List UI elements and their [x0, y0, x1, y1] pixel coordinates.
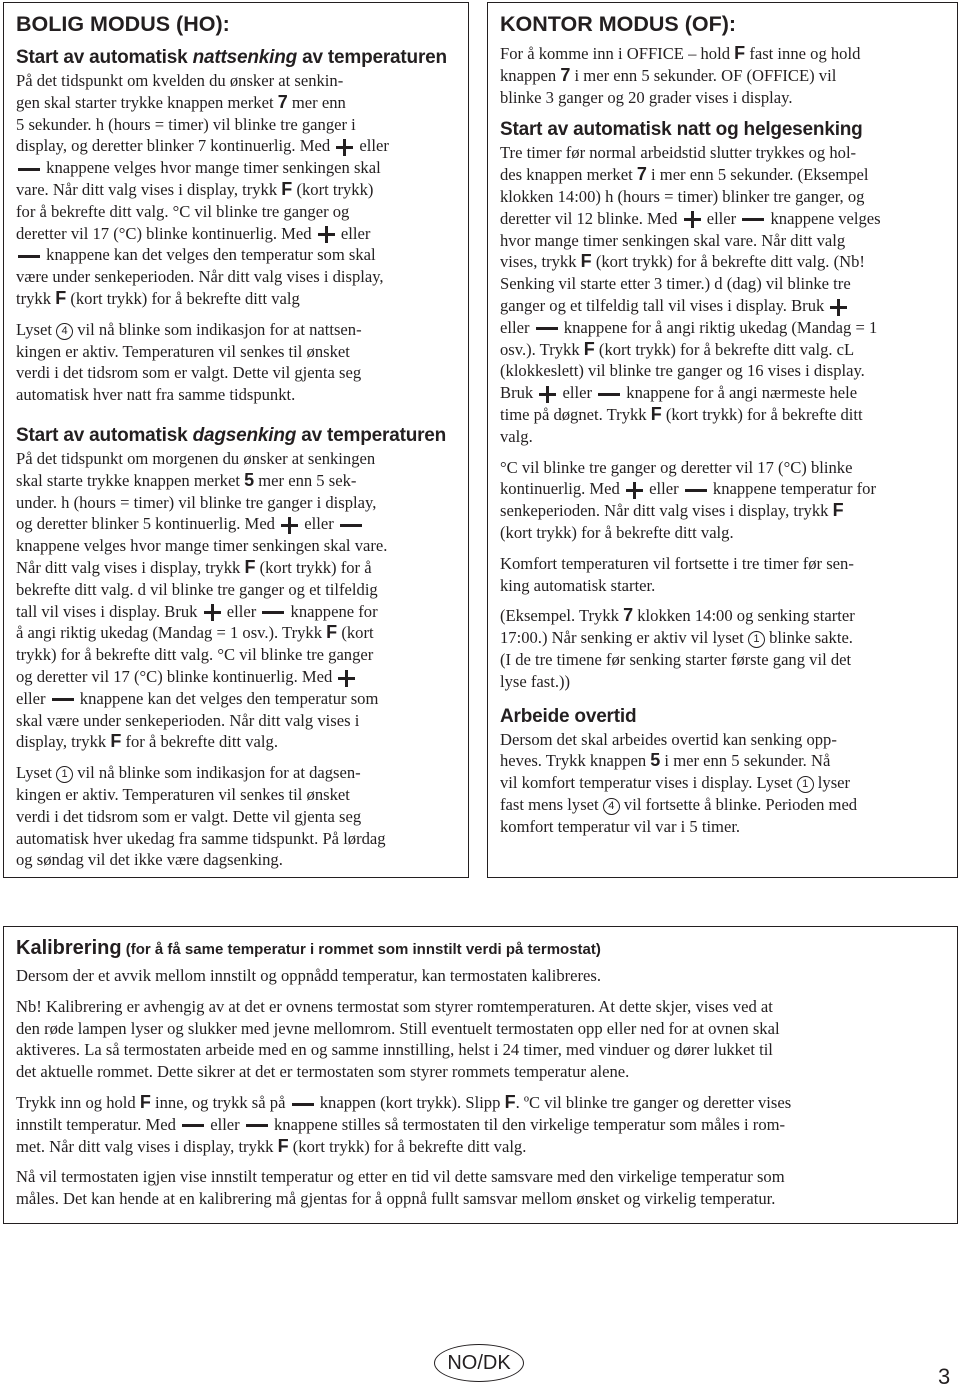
minus-button-icon — [742, 218, 764, 221]
text-line: °C vil blinke tre ganger og deretter vil 17 (°C) blinke — [500, 457, 853, 477]
text-line: gen skal starter trykke knappen merket 7 mer enn — [16, 91, 346, 112]
text-line: innstilt temperatur. Med eller knappene stilles så termostaten til den virkelige temperatur som måles i rom- — [16, 1114, 786, 1134]
text-line: fast mens lyset 4 vil fortsette å blinke. Perioden med — [500, 794, 858, 814]
minus-button-icon — [246, 1124, 268, 1127]
text-line: osv.). Trykk F (kort trykk) for å bekrefte ditt valg. cL — [500, 338, 855, 359]
key-7-icon: 7 — [636, 164, 647, 185]
calibration-panel — [3, 926, 958, 1224]
text-line: Bruk eller knappene for å angi nærmeste hele — [500, 383, 858, 403]
minus-button-icon — [18, 255, 40, 258]
text-line: senkeperioden. Når ditt valg vises i display, trykk F — [500, 500, 844, 521]
key-f-icon: F — [734, 43, 746, 63]
key-f-icon: F — [281, 178, 293, 199]
text-line: display, og deretter blinker 7 kontinuerlig. Med eller — [16, 136, 389, 156]
text-line: komfort temperatur vil var i 5 timer. — [500, 816, 741, 836]
language-badge: NO/DK — [434, 1344, 524, 1382]
night-setback-heading: Start av automatisk nattsenking av temperaturen — [16, 47, 447, 68]
text-line: Tre timer før normal arbeidstid slutter trykkes og hol- — [500, 143, 857, 163]
office-mode-panel — [487, 2, 958, 878]
page-number: 3 — [938, 1364, 951, 1389]
key-f-icon: F — [326, 622, 338, 643]
text-line: klokken 14:00) h (hours = timer) blinker tre ganger, og — [500, 186, 865, 206]
text-line: knappen 7 i mer enn 5 sekunder. OF (OFFICE) vil — [500, 64, 837, 85]
calibration-steps — [16, 1092, 947, 1157]
key-f-icon: F — [139, 1091, 151, 1112]
text-line: automatisk hver ukedag fra samme tidspunkt. På lørdag — [16, 828, 386, 848]
text-line: aktiveres. La så termostaten arbeide med en og samme innstilling, helst i 24 timer, med vinduer og dører lukket til — [16, 1040, 773, 1060]
setback-temperature-text — [500, 457, 947, 544]
plus-button-icon — [338, 670, 355, 687]
text-line: king automatisk starter. — [500, 575, 656, 595]
text-line: Lyset 4 vil nå blinke som indikasjon for at nattsen- — [16, 319, 362, 339]
indicator-light-1-icon: 1 — [797, 776, 814, 793]
text-line: for å bekrefte ditt valg. °C vil blinke tre ganger og — [16, 201, 350, 221]
text-line: (Eksempel. Trykk 7 klokken 14:00 og senking starter — [500, 605, 855, 626]
text-line: og deretter vil 17 (°C) blinke kontinuerlig. Med — [16, 666, 458, 688]
text-line: verdi i det tidsrom som er valgt. Dette vil gjenta seg — [16, 363, 362, 383]
text-line: verdi i det tidsrom som er valgt. Dette vil gjenta seg — [16, 806, 362, 826]
key-f-icon: F — [580, 251, 592, 272]
text-line: Dersom det skal arbeides overtid kan senking opp- — [500, 729, 837, 749]
calibration-intro — [16, 965, 947, 987]
plus-button-icon — [830, 299, 847, 316]
text-line: blinke 3 ganger og 20 grader vises i display. — [500, 87, 793, 107]
office-mode-intro — [500, 43, 947, 108]
text-line: (kort trykk) for å bekrefte ditt valg. — [500, 522, 734, 542]
minus-button-icon — [292, 1103, 314, 1106]
text-line: På det tidspunkt om kvelden du ønsker at senkin- — [16, 71, 344, 90]
text-line: Nb! Kalibrering er avhengig av at det er ovnens termostat som styrer romtemperaturen. At dette skjer, vises ved at — [16, 996, 773, 1016]
text-line: eller knappene kan det velges den temperatur som — [16, 688, 379, 708]
minus-button-icon — [52, 698, 74, 701]
calibration-result — [16, 1166, 947, 1210]
text-line: (klokkeslett) vil blinke tre ganger og 16 vises i display. — [500, 361, 865, 381]
key-f-icon: F — [832, 500, 844, 521]
calibration-heading: Kalibrering (for å få same temperatur i rommet som innstilt verdi på termostat) — [16, 937, 601, 959]
key-f-icon: F — [583, 338, 595, 359]
day-setback-indicator-text — [16, 762, 458, 871]
text-line: Nå vil termostaten igjen vise innstilt temperatur og etter en tid vil dette samsvare med den virkelige temperatur som — [16, 1167, 785, 1187]
key-f-icon: F — [650, 403, 662, 424]
text-line: eller knappene for å angi riktig ukedag (Mandag = 1 — [500, 317, 878, 337]
text-line: kingen er aktiv. Temperaturen vil senkes til ønsket — [16, 341, 350, 361]
text-line: valg. — [500, 426, 533, 446]
text-line: den røde lampen lyser og slukker med jevne mellomrom. Still eventuelt termostaten opp eller ned for at ovnen skal — [16, 1018, 780, 1038]
office-mode-title: KONTOR MODUS (OF): — [500, 12, 737, 36]
text-line: bekrefte ditt valg. d vil blinke tre ganger og et tilfeldig — [16, 579, 378, 599]
text-line: På det tidspunkt om morgenen du ønsker at senkingen — [16, 448, 376, 468]
minus-button-icon — [262, 611, 284, 614]
text-line: time på døgnet. Trykk F (kort trykk) for å bekrefte ditt — [500, 403, 863, 424]
key-f-icon: F — [110, 731, 122, 752]
text-line: (I de tre timene før senking starter første gang vil det — [500, 649, 852, 669]
key-7-icon: 7 — [623, 605, 634, 626]
text-line: vises, trykk F (kort trykk) for å bekrefte ditt valg. (Nb! — [500, 251, 865, 272]
text-line: kingen er aktiv. Temperaturen vil senkes til ønsket — [16, 784, 350, 804]
text-line: under. h (hours = timer) vil blinke tre ganger i display, — [16, 492, 377, 512]
text-line: være under senkeperioden. Når ditt valg vises i display, — [16, 267, 384, 287]
key-5-icon: 5 — [244, 469, 255, 490]
text-line: Trykk inn og hold F inne, og trykk så på knappen (kort trykk). Slipp F. ºC vil blinke tre ganger og deretter vises — [16, 1091, 792, 1112]
night-weekend-setback-heading: Start av automatisk natt og helgesenking — [500, 119, 863, 141]
minus-button-icon — [18, 168, 40, 171]
text-line: display, trykk F for å bekrefte ditt valg. — [16, 731, 278, 752]
overtime-heading: Arbeide overtid — [500, 705, 637, 727]
text-line: å angi riktig ukedag (Mandag = 1 osv.). Trykk F (kort — [16, 622, 374, 643]
indicator-light-1-icon: 1 — [748, 631, 765, 648]
overtime-text — [500, 729, 947, 838]
text-line: vare. Når ditt valg vises i display, trykk F (kort trykk) — [16, 178, 374, 199]
plus-button-icon — [626, 482, 643, 499]
key-f-icon: F — [244, 556, 256, 577]
key-f-icon: F — [55, 287, 67, 308]
night-setback-indicator-text — [16, 319, 458, 406]
minus-button-icon — [536, 327, 558, 330]
text-line: knappene velges hvor mange timer senkingen skal — [16, 157, 458, 179]
text-line: met. Når ditt valg vises i display, trykk F (kort trykk) for å bekrefte ditt valg. — [16, 1135, 527, 1156]
text-line: vil komfort temperatur vises i display. Lyset 1 lyser — [500, 773, 851, 793]
text-line: Når ditt valg vises i display, trykk F (kort trykk) for å — [16, 556, 372, 577]
plus-button-icon — [204, 604, 221, 621]
text-line: og deretter blinker 5 kontinuerlig. Med eller — [16, 513, 458, 535]
night-setback-text — [16, 70, 458, 310]
text-line: lyse fast.)) — [500, 671, 571, 691]
minus-button-icon — [182, 1124, 204, 1127]
text-line: automatisk hver natt fra samme tidspunkt. — [16, 385, 296, 405]
indicator-light-4-icon: 4 — [603, 798, 620, 815]
indicator-light-4-icon: 4 — [56, 323, 73, 340]
text-line: trykk) for å bekrefte ditt valg. °C vil blinke tre ganger — [16, 645, 374, 665]
text-line: For å komme inn i OFFICE – hold F fast inne og hold — [500, 43, 861, 63]
home-mode-title: BOLIG MODUS (HO): — [16, 12, 230, 36]
text-line: det aktuelle rommet. Dette sikrer at det er termostaten som styrer rommets temperatur alene. — [16, 1062, 630, 1082]
day-setback-text — [16, 448, 458, 753]
day-setback-heading: Start av automatisk dagsenking av temperaturen — [16, 424, 447, 446]
calibration-note — [16, 996, 947, 1083]
text-line: hvor mange timer senkingen skal vare. Når ditt valg — [500, 230, 846, 250]
text-line: deretter vil 12 blinke. Med eller knappene velges — [500, 208, 881, 228]
text-line: des knappen merket 7 i mer enn 5 sekunder. (Eksempel — [500, 164, 869, 185]
key-7-icon: 7 — [277, 91, 288, 112]
text-line: Senking vil starte etter 3 timer.) d (dag) vil blinke tre — [500, 274, 851, 294]
home-mode-panel — [3, 2, 469, 878]
text-line: Komfort temperaturen vil fortsette i tre timer før sen- — [500, 553, 854, 573]
text-line: tall vil vises i display. Bruk eller knappene for — [16, 601, 378, 621]
text-line: trykk F (kort trykk) for å bekrefte ditt valg — [16, 287, 300, 308]
setback-example-text — [500, 605, 947, 692]
plus-button-icon — [318, 226, 335, 243]
comfort-period-text — [500, 553, 947, 597]
minus-button-icon — [685, 489, 707, 492]
text-line: Lyset 1 vil nå blinke som indikasjon for at dagsen- — [16, 763, 361, 783]
text-line: skal starte trykke knappen merket 5 mer enn 5 sek- — [16, 469, 357, 490]
text-line: knappene kan det velges den temperatur som skal — [16, 244, 458, 266]
text-line: kontinuerlig. Med eller knappene temperatur for — [500, 479, 877, 499]
minus-button-icon — [340, 524, 362, 527]
text-line: deretter vil 17 (°C) blinke kontinuerlig. Med eller — [16, 223, 371, 243]
key-f-icon: F — [504, 1091, 516, 1112]
plus-button-icon — [539, 386, 556, 403]
key-5-icon: 5 — [650, 750, 661, 771]
plus-button-icon — [336, 139, 353, 156]
text-line: og søndag vil det ikke være dagsenking. — [16, 850, 283, 870]
text-line: knappene velges hvor mange timer senkingen skal vare. — [16, 536, 388, 556]
text-line: heves. Trykk knappen 5 i mer enn 5 sekunder. Nå — [500, 750, 831, 771]
text-line: måles. Det kan hende at en kalibrering må gjentas for å oppnå fullt samsvar mellom ønsket og virkelig temperatur. — [16, 1189, 776, 1209]
minus-button-icon — [598, 393, 620, 396]
text-line: 5 sekunder. h (hours = timer) vil blinke tre ganger i — [16, 114, 356, 134]
plus-button-icon — [281, 517, 298, 534]
key-f-icon: F — [277, 1135, 289, 1156]
text-line: skal være under senkeperioden. Når ditt valg vises i — [16, 710, 360, 730]
text-line: ganger og et tilfeldig tall vil vises i display. Bruk — [500, 295, 947, 317]
text-line: 17:00.) Når senking er aktiv vil lyset 1 blinke sakte. — [500, 628, 853, 648]
text-line: Dersom der et avvik mellom innstilt og oppnådd temperatur, kan termostaten kalibreres. — [16, 966, 602, 985]
night-weekend-setback-text — [500, 142, 947, 447]
plus-button-icon — [684, 211, 701, 228]
indicator-light-1-icon: 1 — [56, 766, 73, 783]
key-7-icon: 7 — [560, 64, 571, 85]
